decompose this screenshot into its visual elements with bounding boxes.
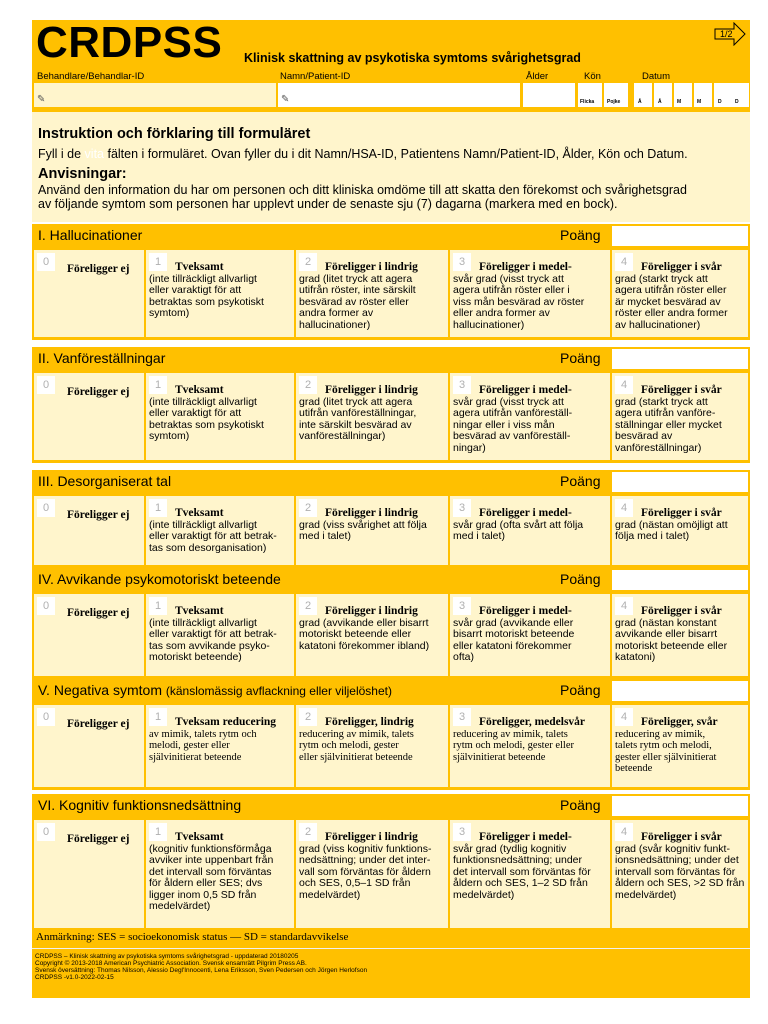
rating-number-box[interactable]: 3 [453, 823, 471, 841]
date-label: Datum [642, 71, 670, 82]
rating-option[interactable] [146, 594, 294, 676]
option-description: medelvärdet) [149, 900, 211, 912]
option-text [299, 385, 447, 443]
option-description: viss mån besvärad av röster [453, 295, 585, 308]
rating-number-box[interactable]: 1 [149, 708, 167, 726]
score-label: Poäng [560, 797, 601, 813]
pen-icon: ✎ [281, 94, 290, 105]
patient-field[interactable] [278, 83, 520, 107]
score-field[interactable] [612, 796, 748, 816]
score-label: Poäng [560, 473, 601, 489]
option-description: medelvärdet) [615, 888, 677, 901]
option-description: det intervall som förväntas [149, 865, 272, 878]
option-description: ionsnedsättning; under det [615, 854, 739, 866]
option-description: självinitierat beteende [453, 751, 546, 763]
age-label: Ålder [526, 71, 549, 82]
option-description: symtom) [149, 430, 190, 442]
option-title: Föreligger i lindrig [325, 605, 418, 617]
section-title-text: III. Desorganiserat tal [38, 473, 172, 489]
rating-option[interactable] [296, 496, 448, 565]
option-description: motoriskt beteende eller [299, 628, 412, 640]
option-title: Föreligger i medel- [479, 831, 572, 843]
section-title-text: V. Negativa symtom [38, 682, 162, 698]
section-subtitle: (känslomässig avflackning eller viljelöshet) [165, 684, 392, 698]
pen-icon: ✎ [37, 94, 46, 105]
section-title-text: IV. Avvikande psykomotoriskt beteende [38, 571, 281, 587]
option-description: (inte tillräckligt allvarligt [149, 518, 257, 531]
option-description: hallucinationer) [299, 318, 371, 331]
footer-line: Copyright © 2013-2018 American Psychiatric Association. Svensk ensamrätt Pilgrim Press AB. [35, 960, 307, 967]
option-description: med i talet) [299, 530, 351, 542]
option-text [453, 508, 609, 543]
section-title-text: II. Vanföreställningar [38, 350, 166, 366]
option-description: motoriskt beteende eller [615, 639, 728, 652]
rating-number-box[interactable]: 1 [149, 253, 167, 271]
option-text [615, 508, 747, 543]
option-text [149, 508, 293, 554]
section-header [32, 679, 750, 702]
option-title: Tveksamt [175, 605, 224, 617]
option-text [149, 606, 293, 664]
option-title: Föreligger, lindrig [325, 716, 414, 728]
option-title: Föreligger i svår [641, 261, 722, 273]
rating-option[interactable] [450, 705, 610, 787]
score-label: Poäng [560, 571, 601, 587]
option-text [299, 508, 447, 543]
option-description: medelvärdet) [299, 888, 361, 901]
option-text [299, 606, 447, 652]
option-text [299, 262, 447, 331]
option-description: eller varaktigt för att [149, 284, 242, 296]
option-description: (inte tillräckligt allvarligt [149, 616, 257, 629]
option-description: avviker inte uppenbart från [149, 854, 274, 866]
form-header [32, 20, 750, 112]
age-field[interactable] [523, 83, 575, 107]
date-month-2-label: M [697, 99, 702, 105]
patient-label: Namn/Patient-ID [280, 71, 351, 82]
clinician-field[interactable] [34, 83, 276, 107]
option-title: Föreligger i svår [641, 384, 722, 396]
option-text [453, 717, 609, 763]
option-title: Föreligger i svår [641, 605, 722, 617]
footer-line: Svensk översättning: Thomas Nilsson, Alessio Degl'Innocenti, Lena Eriksson, Sven Pedersen och Jörgen Herlofson [35, 967, 368, 974]
option-text [149, 717, 293, 763]
option-description: grad (viss kognitiv funktions- [299, 842, 432, 855]
option-text [615, 262, 747, 331]
option-description: rytm och melodi, gester [299, 740, 399, 751]
fill-instruction-white: vita [84, 147, 104, 161]
rating-option[interactable] [146, 373, 294, 460]
option-description: melodi, gester eller [149, 740, 230, 751]
score-label: Poäng [560, 350, 601, 366]
option-description: katatoni) [615, 651, 656, 663]
option-description: eller självinitierat beteende [299, 751, 413, 763]
date-day-1-label: D [718, 99, 722, 105]
section-title-text: VI. Kognitiv funktionsnedsättning [38, 797, 242, 813]
footer-line: CRDPSS – Klinisk skattning av psykotiska symtoms svårighetsgrad - uppdaterad 20180205 [35, 953, 299, 960]
rating-number-box[interactable]: 2 [299, 823, 317, 841]
date-year-1-label: Å [638, 99, 642, 105]
rating-option[interactable] [450, 373, 610, 460]
option-description: agera utifrån vanföreställ- [453, 407, 573, 419]
option-description: (inte tillräckligt allvarligt [149, 395, 257, 408]
rating-number-box[interactable]: 4 [615, 253, 633, 271]
rating-number-box[interactable]: 1 [149, 823, 167, 841]
next-page-arrow[interactable] [714, 22, 746, 46]
date-year-2-box[interactable] [654, 83, 672, 107]
option-title: Tveksamt [175, 507, 224, 519]
option-text [149, 832, 293, 913]
option-description: följa med i talet) [615, 530, 690, 542]
section-title [38, 682, 392, 698]
option-title: Föreligger i lindrig [325, 507, 418, 519]
option-text [453, 385, 609, 454]
section-options [32, 702, 750, 790]
rating-number-box[interactable]: 1 [149, 376, 167, 394]
score-field[interactable] [612, 681, 748, 701]
rating-number-box[interactable]: 1 [149, 499, 167, 517]
option-description: grad (litet tryck att agera [299, 395, 413, 408]
option-title: Tveksamt [175, 261, 224, 273]
option-description: andra former av [299, 307, 374, 319]
rating-number-box[interactable]: 0 [37, 376, 55, 394]
rating-number-box[interactable]: 4 [615, 376, 633, 394]
option-description: agera utifrån röster eller i [453, 284, 570, 296]
option-description: gester eller självinitierat [615, 751, 717, 763]
rating-option[interactable] [34, 373, 144, 460]
rating-option[interactable] [296, 705, 448, 787]
option-description: ställningar eller mycket [615, 418, 722, 431]
option-text [149, 262, 293, 320]
option-title: Föreligger ej [67, 263, 130, 275]
option-description: betraktas som psykotiskt [149, 295, 264, 308]
option-title: Föreligger ej [67, 607, 130, 619]
section-options [32, 591, 750, 679]
option-description: och SES, 0,5–1 SD från [299, 877, 411, 889]
date-year-2-label: Å [658, 99, 662, 105]
option-description: åldern och SES, 1–2 SD från [453, 877, 588, 889]
guidance-heading: Anvisningar: [38, 166, 127, 182]
option-description: svår grad (visst tryck att [453, 395, 564, 408]
option-title: Föreligger ej [67, 509, 130, 521]
guidance-line: av följande symtom som personen har upplevt under de senaste sju (7) dagarna (markera med en bock). [38, 197, 618, 211]
option-description: vanföreställningar) [615, 441, 702, 454]
rating-number-box[interactable]: 1 [149, 597, 167, 615]
option-description: ningar eller i viss mån [453, 418, 555, 431]
option-description: besvärad av vanföreställ- [453, 430, 571, 442]
section-header [32, 794, 750, 817]
abbreviation-note [32, 928, 750, 948]
form-subtitle: Klinisk skattning av psykotiska symtoms svårighetsgrad [244, 51, 581, 65]
option-description: talets rytm och melodi, [615, 740, 712, 751]
option-title: Föreligger ej [67, 833, 130, 845]
option-text [299, 832, 447, 901]
option-description: reducering av mimik, [615, 728, 706, 740]
option-description: självinitierat beteende [149, 751, 242, 763]
guidance-line: Använd den information du har om personen och ditt kliniska omdöme till att skatta den förekomst och svårighetsgrad [38, 183, 687, 197]
option-title: Föreligger, medelsvår [479, 716, 586, 728]
rating-option[interactable] [146, 705, 294, 787]
option-text [453, 606, 609, 664]
option-title: Föreligger i lindrig [325, 261, 418, 273]
option-description: betraktas som psykotiskt [149, 418, 264, 431]
option-description: av mimik, talets rytm och [149, 728, 257, 740]
option-description: svår grad (visst tryck att [453, 272, 564, 285]
option-description: katatoni förekommer ibland) [299, 639, 430, 652]
section-title [38, 797, 241, 813]
rating-number-box[interactable]: 2 [299, 597, 317, 615]
section-title [38, 227, 142, 243]
option-description: agera utifrån vanföre- [615, 407, 716, 419]
option-title: Föreligger i lindrig [325, 831, 418, 843]
option-description: grad (starkt tryck att [615, 272, 708, 285]
option-description: utifrån vanföreställningar, [299, 407, 417, 419]
option-description: reducering av mimik, talets [299, 728, 414, 740]
rating-number-box[interactable]: 0 [37, 499, 55, 517]
option-description: agera utifrån röster eller [615, 284, 727, 296]
option-description: reducering av mimik, talets [453, 728, 568, 740]
form-page [32, 20, 750, 998]
option-description: medelvärdet) [453, 888, 515, 901]
option-description: grad (viss svårighet att följa [299, 518, 427, 531]
option-description: svår grad (ofta svårt att följa [453, 518, 584, 531]
section-title-text: I. Hallucinationer [38, 227, 143, 243]
page-indicator: 1/2 [720, 29, 733, 39]
option-description: tas som desorganisation) [149, 541, 267, 554]
option-description: för åldern eller SES; dvs [149, 877, 263, 889]
option-description: eller andra former av [453, 307, 550, 319]
rating-number-box[interactable]: 0 [37, 708, 55, 726]
option-description: (kognitiv funktionsförmåga [149, 842, 272, 855]
option-description: motoriskt beteende) [149, 651, 242, 663]
rating-option[interactable] [612, 705, 748, 787]
instructions-panel [32, 112, 750, 222]
option-description: grad (nästan omöjligt att [615, 518, 728, 531]
option-description: grad (starkt tryck att [615, 395, 708, 408]
rating-number-box[interactable]: 0 [37, 253, 55, 271]
option-description: eller varaktigt för att betrak- [149, 530, 277, 542]
rating-option[interactable] [612, 250, 748, 337]
section-title [38, 571, 281, 587]
option-description: hallucinationer) [453, 318, 525, 331]
rating-option[interactable] [612, 496, 748, 565]
score-field[interactable] [612, 472, 748, 492]
date-day-2-box[interactable] [731, 83, 749, 107]
score-label: Poäng [560, 227, 601, 243]
option-description: ligger inom 0,5 SD från [149, 888, 257, 901]
option-text [299, 717, 447, 763]
option-text [149, 385, 293, 443]
rating-option[interactable] [296, 250, 448, 337]
option-description: eller katatoni förekommer [453, 639, 572, 652]
rating-number-box[interactable]: 2 [299, 376, 317, 394]
option-text [453, 832, 609, 901]
option-title: Tveksam reducering [175, 716, 277, 728]
guidance-text [38, 183, 738, 211]
option-description: besvärad av [615, 430, 673, 442]
rating-option[interactable] [146, 496, 294, 565]
option-title: Föreligger i medel- [479, 384, 572, 396]
section-options [32, 493, 750, 568]
section-header [32, 568, 750, 591]
option-text [615, 832, 747, 901]
score-field[interactable] [612, 570, 748, 590]
option-description: avvikande eller bisarrt [615, 628, 718, 640]
option-description: ningar) [453, 441, 486, 454]
instructions-heading: Instruktion och förklaring till formuläret [38, 126, 311, 142]
rating-number-box[interactable]: 4 [615, 499, 633, 517]
rating-number-box[interactable]: 2 [299, 708, 317, 726]
option-description: vall som förväntas för åldern [299, 865, 431, 878]
rating-number-box[interactable]: 3 [453, 253, 471, 271]
rating-option[interactable] [146, 250, 294, 337]
option-description: besvärad av röster eller [299, 295, 409, 308]
option-description: är mycket besvärad av [615, 295, 721, 308]
option-title: Föreligger i svår [641, 507, 722, 519]
option-title: Föreligger i lindrig [325, 384, 418, 396]
option-title: Tveksamt [175, 384, 224, 396]
option-text [615, 606, 747, 664]
option-description: rytm och melodi, gester eller [453, 740, 575, 751]
option-description: av hallucinationer) [615, 318, 701, 331]
fill-instruction-pre: Fyll i de [38, 147, 85, 161]
option-title: Tveksamt [175, 831, 224, 843]
rating-number-box[interactable]: 0 [37, 597, 55, 615]
option-description: intervall som förväntas för [615, 865, 736, 878]
option-description: åldern och SES, >2 SD från [615, 877, 745, 889]
clinician-label: Behandlare/Behandlar-ID [37, 71, 145, 82]
option-description: röster eller andra former [615, 307, 728, 319]
option-text [453, 262, 609, 331]
section-header [32, 224, 750, 247]
date-day-2-label: D [735, 99, 739, 105]
rating-option[interactable] [450, 594, 610, 676]
note-text: Anmärkning: SES = socioekonomisk status — SD = standardavvikelse [36, 931, 349, 943]
option-description: med i talet) [453, 530, 505, 542]
option-description: grad (avvikande eller bisarrt [299, 616, 429, 629]
rating-option[interactable] [612, 594, 748, 676]
option-description: bisarrt motoriskt beteende [453, 628, 575, 640]
option-description: beteende [615, 763, 653, 774]
rating-option[interactable] [296, 373, 448, 460]
option-description: ofta) [453, 651, 475, 663]
rating-number-box[interactable]: 3 [453, 708, 471, 726]
date-month-1-label: M [677, 99, 682, 105]
date-day-1-box[interactable] [714, 83, 732, 107]
rating-option[interactable] [450, 250, 610, 337]
option-title: Föreligger i medel- [479, 261, 572, 273]
section-options [32, 370, 750, 463]
rating-number-box[interactable]: 4 [615, 823, 633, 841]
rating-option[interactable] [450, 496, 610, 565]
fill-instruction-post: fälten i formuläret. Ovan fyller du i dit Namn/HSA-ID, Patientens Namn/Patient-ID, Ålder, Kön och Datum. [104, 147, 688, 161]
section-header [32, 470, 750, 493]
rating-option[interactable] [34, 496, 144, 565]
option-description: eller varaktigt för att [149, 407, 242, 419]
rating-number-box[interactable]: 0 [37, 823, 55, 841]
option-description: grad (svår kognitiv funkt- [615, 842, 730, 855]
option-title: Föreligger i medel- [479, 507, 572, 519]
score-label: Poäng [560, 682, 601, 698]
sex-male-label: Pojke [607, 99, 621, 105]
rating-option[interactable] [296, 594, 448, 676]
option-text [615, 717, 747, 775]
option-description: tas som avvikande psyko- [149, 639, 270, 652]
option-description: nedsättning; under det inter- [299, 854, 431, 866]
option-title: Föreligger ej [67, 386, 130, 398]
option-description: vanföreställningar) [299, 430, 386, 442]
rating-option[interactable] [612, 373, 748, 460]
rating-number-box[interactable]: 4 [615, 597, 633, 615]
option-description: det intervall som förväntas för [453, 865, 591, 878]
rating-number-box[interactable]: 3 [453, 499, 471, 517]
option-description: inte särskilt besvärad av [299, 418, 412, 431]
rating-number-box[interactable]: 2 [299, 253, 317, 271]
option-description: funktionsnedsättning; under [453, 854, 583, 866]
option-description: grad (nästan konstant [615, 616, 717, 629]
footer-line: CRDPSS -v1.0-2022-02-15 [35, 974, 114, 981]
option-title: Föreligger i svår [641, 831, 722, 843]
fill-instruction [38, 147, 688, 161]
date-year-1-box[interactable] [634, 83, 652, 107]
option-description: (inte tillräckligt allvarligt [149, 272, 257, 285]
rating-number-box[interactable]: 4 [615, 708, 633, 726]
section-options [32, 247, 750, 340]
rating-number-box[interactable]: 3 [453, 597, 471, 615]
option-description: utifrån röster, inte särskilt [299, 284, 416, 296]
score-field[interactable] [612, 349, 748, 369]
option-title: Föreligger i medel- [479, 605, 572, 617]
section-title [38, 350, 165, 366]
rating-option[interactable] [34, 250, 144, 337]
form-footer [32, 948, 750, 998]
option-title: Föreligger, svår [641, 716, 718, 728]
rating-option[interactable] [34, 705, 144, 787]
option-description: svår grad (tydlig kognitiv [453, 842, 567, 855]
option-title: Föreligger ej [67, 718, 130, 730]
score-field[interactable] [612, 226, 748, 246]
rating-option[interactable] [34, 594, 144, 676]
option-description: svår grad (avvikande eller [453, 616, 574, 629]
section-title [38, 473, 171, 489]
form-logo: CRDPSS [36, 18, 223, 67]
option-text [615, 385, 747, 454]
sex-female-label: Flicka [580, 99, 595, 105]
option-description: symtom) [149, 307, 190, 319]
option-description: eller varaktigt för att betrak- [149, 628, 277, 640]
rating-number-box[interactable]: 3 [453, 376, 471, 394]
option-description: grad (litet tryck att agera [299, 272, 413, 285]
sex-label: Kön [584, 71, 601, 82]
rating-number-box[interactable]: 2 [299, 499, 317, 517]
section-header [32, 347, 750, 370]
